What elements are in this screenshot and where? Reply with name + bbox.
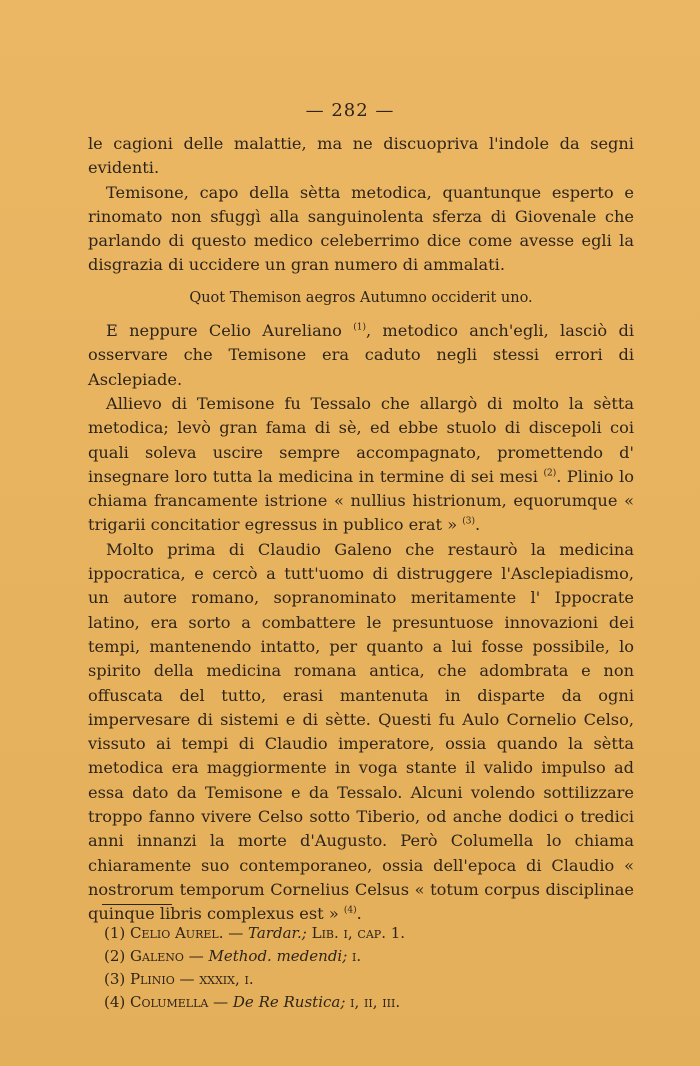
footnote	[104, 991, 624, 1014]
footnote-author: Celio Aurel.	[130, 924, 224, 942]
footnote	[104, 968, 624, 991]
footnote-ref: (3)	[462, 517, 475, 528]
paragraph	[88, 392, 634, 538]
text-run: Molto prima di Claudio Galeno che restaurò la medicina ippocratica, e cercò a tutt'uomo di distruggere l'Asclepiadismo, un autore romano, sopranominato meritamente l' Ippocrate latino, era sorto a combattere le presuntuose innovazioni dei tempi, mantenendo intatto, per quanto a lui fosse possibile, lo spirito della medicina romana antica, che adombrata e non offuscata del tutto, erasi mantenuta in disparte da ogni impervesare di sistemi e di sètte. Questi fu Aulo Cornelio Celso, vissuto ai tempi di Claudio imperatore, ossia quando la sètta metodica era maggiormente in voga stante il valido impulso ad essa dato da Temisone e da Tessalo. Alcuni volendo sottilizzare troppo fanno vivere Celso sotto Tiberio, od anche dodici o tredici anni innanzi la morte d'Augusto. Però Columella lo chiama chiaramente suo contemporaneo, ossia dell'epoca di Claudio « nostrorum temporum Cornelius Celsus « totum corpus disciplinae quinque libris complexus est »	[88, 539, 634, 924]
footnote-separator	[102, 904, 172, 905]
text-run: Allievo di Temisone fu Tessalo che allargò di molto la sètta metodica; levò gran fama di sè, ed ebbe stuolo di discepoli coi quali soleva uscire sempre accompagnato, promettendo d' insegnare loro tutta la medicina in termine di sei mesi	[88, 393, 634, 486]
paragraph	[88, 132, 634, 181]
footnote-reference: i.	[347, 947, 362, 965]
text-run: le cagioni delle malattie, ma ne discuopriva l'indole da segni evidenti.	[88, 134, 634, 178]
footnote-author: Plinio	[130, 970, 175, 988]
footnote-author: Columella	[130, 993, 209, 1011]
verse-quote	[88, 286, 634, 310]
main-text	[88, 132, 634, 927]
footnote-ref: (2)	[543, 468, 557, 479]
paragraph	[88, 538, 634, 927]
paragraph	[88, 181, 634, 278]
footnote-dash: —	[174, 970, 200, 988]
text-run: Quot Themison aegros Autumno occiderit uno.	[189, 289, 533, 306]
footnote-number: (1)	[104, 924, 126, 942]
footnote-number: (4)	[104, 993, 126, 1011]
footnote-author: Galeno	[130, 947, 184, 965]
footnote-reference: xxxix, i.	[199, 970, 254, 988]
footnote-dash: —	[208, 993, 233, 1011]
footnote-ref: (1)	[353, 322, 366, 333]
footnote-dash: —	[183, 947, 209, 965]
footnote-number: (2)	[104, 947, 126, 965]
text-run: Temisone, capo della sètta metodica, quantunque esperto e rinomato non sfuggì alla sanguinolenta sferza di Giovenale che parlando di questo medico celeberrimo dice come avesse egli la disgrazia di uccidere un gran numero di ammalati.	[88, 182, 634, 275]
footnote-number: (3)	[104, 970, 126, 988]
footnote-title: De Re Rustica;	[232, 993, 346, 1011]
footnote-title: Tardar.;	[248, 924, 307, 942]
footnote-reference: i, ii, iii.	[345, 993, 401, 1011]
text-run: .	[356, 904, 362, 924]
paragraph	[88, 319, 634, 392]
footnote-dash: —	[223, 924, 249, 942]
footnote-title: Method. medendi;	[208, 947, 348, 965]
text-run: .	[475, 515, 481, 535]
text-run: . Plinio lo chiama francamente istrione « nullius histrionum, equorumque « trigarii concitatior egressus in publico erat »	[88, 466, 634, 535]
page-number: — 282 —	[305, 100, 395, 121]
footnote-reference: Lib. i, cap. 1.	[306, 924, 406, 942]
footnotes	[104, 922, 624, 1014]
text-run: , metodico anch'egli, lasciò di osservare che Temisone era caduto negli stessi errori di Asclepiade.	[88, 321, 634, 389]
footnote	[104, 945, 624, 968]
footnote-ref: (4)	[343, 905, 357, 916]
footnote	[104, 922, 624, 945]
text-run: E neppure Celio Aureliano	[106, 321, 354, 341]
